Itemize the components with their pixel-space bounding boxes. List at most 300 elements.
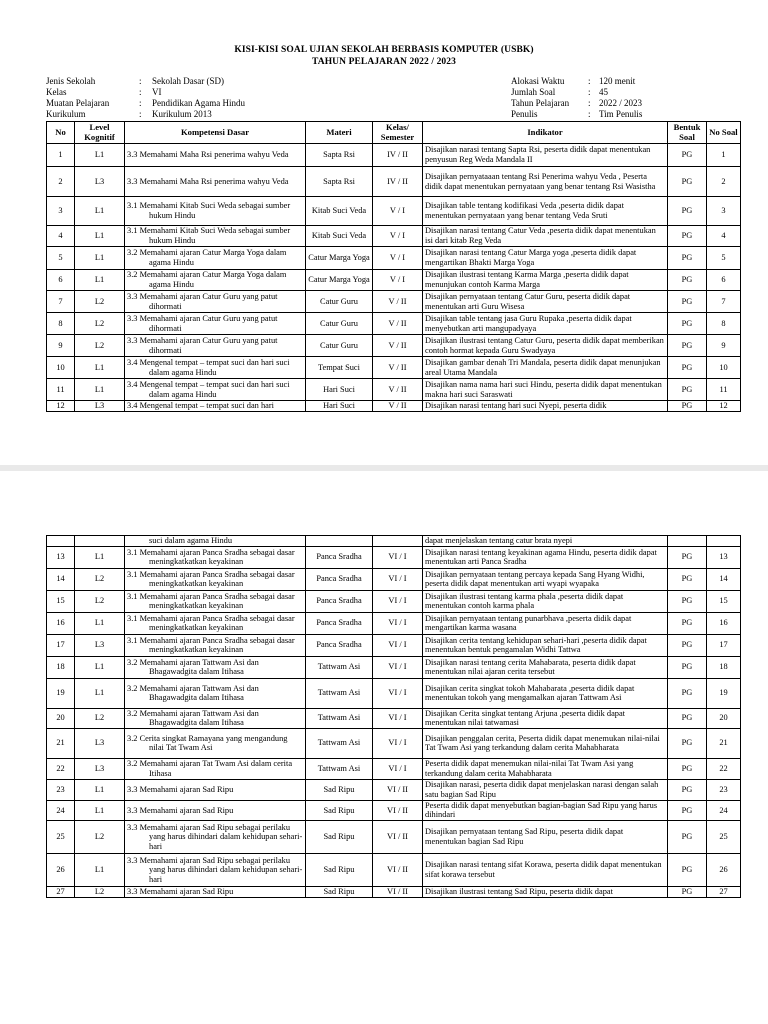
table-row — [47, 708, 741, 728]
cell-no: 14 — [47, 568, 75, 590]
cell-indikator: Disajikan gambar denah Tri Mandala, peserta didik dapat menunjukan areal Utama Mandala — [423, 357, 668, 379]
cell-nosoal: 20 — [707, 708, 741, 728]
table-row — [47, 270, 741, 291]
cell-kd — [125, 536, 306, 547]
cell-level: L1 — [75, 853, 125, 886]
cell-level: L1 — [75, 779, 125, 800]
cell-no: 18 — [47, 656, 75, 678]
cell-kd-text: 3.1 Memahami Kitab Suci Weda sebagai sumber hukum Hindu — [127, 201, 291, 220]
cell-no: 20 — [47, 708, 75, 728]
cell-level: L2 — [75, 291, 125, 313]
cell-kd-text: 3.4 Mengenal tempat – tempat suci dan hari suci dalam agama Hindu — [127, 379, 290, 399]
cell-kelas — [373, 536, 423, 547]
cell-indikator: Disajikan ilustrasi tentang karma phala ,peserta didik dapat menentukan contoh karma phala — [423, 590, 668, 612]
cell-bentuk: PG — [668, 568, 707, 590]
cell-materi: Panca Sradha — [306, 590, 373, 612]
table-row-continuation — [47, 536, 741, 547]
cell-no: 2 — [47, 167, 75, 197]
meta-label: Tahun Pelajaran — [511, 98, 570, 108]
table-row — [47, 197, 741, 226]
header-kelas: Kelas/ Semester — [373, 122, 423, 144]
cell-indikator: Disajikan narasi tentang sifat Korawa, peserta didik dapat menentukan sifat korawa tersebut — [423, 853, 668, 886]
cell-kd-text: 3.2 Memahami ajaran Tattwam Asi dan Bhagawadgita dalam Itihasa — [127, 657, 259, 677]
header-bentuk: Bentuk Soal — [668, 122, 707, 144]
cell-indikator: Disajikan narasi tentang cerita Mahabarata, peserta didik dapat menentukan nilai ajaran cerita tersebut — [423, 656, 668, 678]
cell-kelas: VI / I — [373, 546, 423, 568]
table-row — [47, 167, 741, 197]
cell-kd — [125, 167, 306, 197]
meta-sep: : — [139, 87, 142, 97]
cell-no: 8 — [47, 313, 75, 335]
grid-table-page-2 — [46, 535, 741, 898]
table-row — [47, 853, 741, 886]
cell-materi: Sad Ripu — [306, 886, 373, 897]
cell-kd — [125, 820, 306, 853]
cell-bentuk: PG — [668, 800, 707, 820]
meta-value: Pendidikan Agama Hindu — [152, 98, 245, 108]
cell-level: L3 — [75, 758, 125, 779]
cell-level: L1 — [75, 656, 125, 678]
cell-level: L1 — [75, 357, 125, 379]
cell-kelas: V / I — [373, 197, 423, 226]
header-materi: Materi — [306, 122, 373, 144]
cell-kd-text: 3.3 Memahami ajaran Sad Ripu sebagai perilaku yang harus dihindari dalam kehidupan sehari-hari — [127, 855, 303, 884]
cell-kd-text: 3.4 Mengenal tempat – tempat suci dan hari — [127, 401, 274, 411]
cell-bentuk: PG — [668, 886, 707, 897]
document-title: KISI-KISI SOAL UJIAN SEKOLAH BERBASIS KOMPUTER (USBK) — [234, 45, 534, 55]
cell-materi: Panca Sradha — [306, 568, 373, 590]
table-row — [47, 568, 741, 590]
cell-kd-text: 3.1 Memahami ajaran Panca Sradha sebagai dasar meningkatkatkan keyakinan — [127, 635, 295, 655]
cell-kelas: VI / II — [373, 886, 423, 897]
cell-kd-text: 3.3 Memahami Maha Rsi penerima wahyu Veda — [127, 176, 289, 186]
cell-indikator: Disajikan Cerita singkat tentang Arjuna ,peserta didik dapat menentukan nilai tatwamasi — [423, 708, 668, 728]
cell-kelas: V / II — [373, 401, 423, 412]
cell-kd-text: 3.4 Mengenal tempat – tempat suci dan hari suci dalam agama Hindu — [127, 357, 290, 377]
cell-materi: Tattwam Asi — [306, 656, 373, 678]
cell-indikator: Disajikan narasi tentang Catur Marga yoga ,peserta didik dapat mengartikan Bhakti Marga Yoga — [423, 247, 668, 270]
cell-no — [47, 536, 75, 547]
cell-level: L1 — [75, 197, 125, 226]
cell-nosoal: 9 — [707, 335, 741, 357]
cell-level: L3 — [75, 401, 125, 412]
cell-kd-text: 3.2 Cerita singkat Ramayana yang mengandung nilai Tat Twam Asi — [127, 733, 288, 753]
cell-kelas: IV / II — [373, 144, 423, 167]
cell-nosoal: 12 — [707, 401, 741, 412]
meta-value: 120 menit — [599, 76, 636, 86]
cell-bentuk — [668, 536, 707, 547]
cell-nosoal: 24 — [707, 800, 741, 820]
cell-indikator: Disajikan narasi tentang Catur Veda ,peserta didik dapat menentukan isi dari kitab Reg Veda — [423, 226, 668, 247]
cell-no: 17 — [47, 634, 75, 656]
cell-nosoal: 14 — [707, 568, 741, 590]
cell-level: L2 — [75, 820, 125, 853]
table-row — [47, 728, 741, 758]
meta-sep: : — [588, 76, 591, 86]
cell-materi: Sad Ripu — [306, 779, 373, 800]
cell-kd — [125, 758, 306, 779]
cell-kd — [125, 313, 306, 335]
cell-no: 7 — [47, 291, 75, 313]
table-row — [47, 144, 741, 167]
table-row — [47, 401, 741, 412]
cell-no: 19 — [47, 678, 75, 708]
cell-bentuk: PG — [668, 144, 707, 167]
cell-nosoal: 25 — [707, 820, 741, 853]
cell-nosoal: 13 — [707, 546, 741, 568]
cell-level: L2 — [75, 590, 125, 612]
cell-bentuk: PG — [668, 758, 707, 779]
table-row — [47, 656, 741, 678]
cell-no: 10 — [47, 357, 75, 379]
cell-bentuk: PG — [668, 779, 707, 800]
cell-nosoal: 3 — [707, 197, 741, 226]
cell-level: L1 — [75, 226, 125, 247]
cell-materi: Sad Ripu — [306, 853, 373, 886]
cell-materi: Tempat Suci — [306, 357, 373, 379]
meta-sep: : — [588, 87, 591, 97]
cell-kd-text: 3.3 Memahami ajaran Sad Ripu — [127, 805, 234, 815]
table-row — [47, 634, 741, 656]
cell-kelas: VI / II — [373, 820, 423, 853]
table-row — [47, 590, 741, 612]
cell-no: 24 — [47, 800, 75, 820]
table-row — [47, 226, 741, 247]
cell-indikator: Disajikan ilustrasi tentang Karma Marga ,peserta didik dapat menunjukan contoh Karma Marga — [423, 270, 668, 291]
cell-nosoal — [707, 536, 741, 547]
cell-indikator: Disajikan pernyataan tentang Sad Ripu, peserta didik dapat menentukan bagian Sad Ripu — [423, 820, 668, 853]
meta-value: 45 — [599, 87, 608, 97]
table-row — [47, 779, 741, 800]
cell-kelas: V / II — [373, 357, 423, 379]
cell-materi: Tattwam Asi — [306, 728, 373, 758]
cell-nosoal: 19 — [707, 678, 741, 708]
cell-indikator: Disajikan cerita singkat tokoh Mahabarata ,peserta didik dapat menentukan tokoh yang mengamalkan ajaran Tattwam Asi — [423, 678, 668, 708]
cell-bentuk: PG — [668, 546, 707, 568]
meta-value: Tim Penulis — [599, 109, 643, 119]
table-row — [47, 886, 741, 897]
cell-kd-text: 3.2 Memahami ajaran Tat Twam Asi dalam cerita Itihasa — [127, 759, 293, 778]
cell-kd-text: suci dalam agama Hindu — [149, 536, 233, 545]
cell-kd-text: 3.1 Memahami ajaran Panca Sradha sebagai dasar meningkatkatkan keyakinan — [127, 547, 295, 567]
cell-nosoal: 5 — [707, 247, 741, 270]
cell-bentuk: PG — [668, 656, 707, 678]
cell-kelas: V / II — [373, 313, 423, 335]
cell-kelas: V / I — [373, 247, 423, 270]
meta-label: Alokasi Waktu — [511, 76, 565, 86]
cell-bentuk: PG — [668, 853, 707, 886]
table-row — [47, 357, 741, 379]
cell-bentuk: PG — [668, 270, 707, 291]
cell-materi — [306, 536, 373, 547]
cell-kelas: VI / II — [373, 853, 423, 886]
cell-nosoal: 26 — [707, 853, 741, 886]
cell-kelas: VI / I — [373, 678, 423, 708]
table-row — [47, 379, 741, 401]
cell-level: L2 — [75, 313, 125, 335]
cell-kelas: V / I — [373, 226, 423, 247]
cell-materi: Panca Sradha — [306, 634, 373, 656]
cell-indikator: Disajikan table tentang jasa Guru Rupaka ,peserta didik dapat menyebutkan arti mangupadyaya — [423, 313, 668, 335]
cell-bentuk: PG — [668, 167, 707, 197]
cell-kd-text: 3.2 Memahami ajaran Catur Marga Yoga dalam agama Hindu — [127, 248, 287, 267]
document-page-2 — [0, 471, 768, 1024]
cell-level: L1 — [75, 546, 125, 568]
cell-no: 25 — [47, 820, 75, 853]
cell-kd — [125, 800, 306, 820]
cell-kelas: VI / I — [373, 728, 423, 758]
cell-level: L2 — [75, 568, 125, 590]
cell-level: L2 — [75, 335, 125, 357]
meta-sep: : — [139, 109, 142, 119]
meta-value: Kurikulum 2013 — [152, 109, 212, 119]
cell-kd-text: 3.1 Memahami ajaran Panca Sradha sebagai dasar meningkatkatkan keyakinan — [127, 613, 295, 633]
cell-kd — [125, 656, 306, 678]
table-row — [47, 800, 741, 820]
meta-label: Muatan Pelajaran — [46, 98, 110, 108]
cell-level: L2 — [75, 708, 125, 728]
cell-bentuk: PG — [668, 634, 707, 656]
table-row — [47, 612, 741, 634]
cell-indikator: Disajikan pernyataaan tentang Rsi Penerima wahyu Veda , Peserta didik dapat menentukan pernyataan yang benar tentang Rsi Wasistha — [423, 167, 668, 197]
cell-kd — [125, 853, 306, 886]
cell-nosoal: 22 — [707, 758, 741, 779]
cell-no: 21 — [47, 728, 75, 758]
cell-bentuk: PG — [668, 313, 707, 335]
table-row — [47, 335, 741, 357]
cell-kd — [125, 779, 306, 800]
cell-nosoal: 15 — [707, 590, 741, 612]
cell-kd — [125, 226, 306, 247]
cell-kd — [125, 590, 306, 612]
cell-no: 15 — [47, 590, 75, 612]
table-header-row — [47, 122, 741, 144]
cell-kd — [125, 728, 306, 758]
cell-level: L3 — [75, 167, 125, 197]
cell-materi: Tattwam Asi — [306, 758, 373, 779]
cell-nosoal: 27 — [707, 886, 741, 897]
cell-indikator: Disajikan narasi, peserta didik dapat menjelaskan narasi dengan salah satu bagian Sad Ripu — [423, 779, 668, 800]
cell-bentuk: PG — [668, 379, 707, 401]
cell-no: 5 — [47, 247, 75, 270]
cell-kd — [125, 247, 306, 270]
cell-materi: Catur Marga Yoga — [306, 270, 373, 291]
cell-kelas: VI / I — [373, 568, 423, 590]
cell-bentuk: PG — [668, 612, 707, 634]
cell-no: 23 — [47, 779, 75, 800]
cell-indikator: Peserta didik dapat menemukan nilai-nilai Tat Twam Asi yang terkandung dalam cerita Mahabharata — [423, 758, 668, 779]
cell-no: 6 — [47, 270, 75, 291]
cell-kelas: VI / I — [373, 758, 423, 779]
cell-level: L1 — [75, 800, 125, 820]
table-row — [47, 758, 741, 779]
cell-kelas: VI / II — [373, 800, 423, 820]
cell-kd — [125, 379, 306, 401]
cell-kelas: IV / II — [373, 167, 423, 197]
cell-materi: Catur Guru — [306, 313, 373, 335]
cell-kd-text: 3.3 Memahami ajaran Sad Ripu — [127, 784, 234, 794]
header-no: No — [47, 122, 75, 144]
cell-nosoal: 17 — [707, 634, 741, 656]
table-row — [47, 247, 741, 270]
cell-bentuk: PG — [668, 678, 707, 708]
cell-kd-text: 3.2 Memahami ajaran Catur Marga Yoga dalam agama Hindu — [127, 270, 287, 289]
cell-level: L1 — [75, 678, 125, 708]
cell-materi: Panca Sradha — [306, 612, 373, 634]
cell-nosoal: 23 — [707, 779, 741, 800]
cell-kelas: VI / I — [373, 634, 423, 656]
cell-indikator: Disajikan table tentang kodifikasi Veda ,peserta didik dapat menentukan pernyataan yang benar tentang Veda Sruti — [423, 197, 668, 226]
table-row — [47, 820, 741, 853]
cell-bentuk: PG — [668, 247, 707, 270]
cell-no: 9 — [47, 335, 75, 357]
cell-bentuk: PG — [668, 226, 707, 247]
meta-value: 2022 / 2023 — [599, 98, 643, 108]
meta-label: Penulis — [511, 109, 538, 119]
cell-indikator: Disajikan penggalan cerita, Peserta didik dapat menemukan nilai-nilai Tat Twam Asi yang terkandung dalam cerita Mahabharata — [423, 728, 668, 758]
cell-kd-text: 3.3 Memahami ajaran Sad Ripu — [127, 887, 234, 897]
document-subtitle: TAHUN PELAJARAN 2022 / 2023 — [312, 57, 456, 67]
cell-indikator: Peserta didik dapat menyebutkan bagian-bagian Sad Ripu yang harus dihindari — [423, 800, 668, 820]
cell-kd-text: 3.3 Memahami ajaran Catur Guru yang patut dihormati — [127, 313, 278, 333]
meta-sep: : — [139, 98, 142, 108]
cell-kelas: VI / I — [373, 708, 423, 728]
cell-kd — [125, 678, 306, 708]
cell-nosoal: 21 — [707, 728, 741, 758]
cell-kd — [125, 270, 306, 291]
cell-nosoal: 1 — [707, 144, 741, 167]
cell-kd — [125, 197, 306, 226]
cell-kd — [125, 144, 306, 167]
meta-right — [511, 76, 731, 122]
cell-materi: Hari Suci — [306, 401, 373, 412]
cell-indikator: Disajikan pernyataan tentang punarbhava ,peserta didik dapat mengartikan karma wasana — [423, 612, 668, 634]
cell-nosoal: 10 — [707, 357, 741, 379]
meta-label: Jumlah Soal — [511, 87, 556, 97]
header-indikator: Indikator — [423, 122, 668, 144]
cell-kd — [125, 335, 306, 357]
cell-indikator: Disajikan narasi tentang hari suci Nyepi, peserta didik — [423, 401, 668, 412]
cell-kelas: V / II — [373, 379, 423, 401]
cell-level: L1 — [75, 144, 125, 167]
cell-materi: Tattwam Asi — [306, 708, 373, 728]
meta-label: Kelas — [46, 87, 67, 97]
cell-level: L1 — [75, 270, 125, 291]
cell-materi: Kitab Suci Veda — [306, 226, 373, 247]
cell-nosoal: 16 — [707, 612, 741, 634]
cell-nosoal: 11 — [707, 379, 741, 401]
cell-kd-text: 3.1 Memahami ajaran Panca Sradha sebagai dasar meningkatkatkan keyakinan — [127, 591, 295, 611]
cell-level: L2 — [75, 886, 125, 897]
meta-sep: : — [588, 98, 591, 108]
cell-materi: Catur Marga Yoga — [306, 247, 373, 270]
meta-sep: : — [139, 76, 142, 86]
table-row — [47, 313, 741, 335]
cell-materi: Sapta Rsi — [306, 144, 373, 167]
cell-no: 1 — [47, 144, 75, 167]
cell-kd-text: 3.2 Memahami ajaran Tattwam Asi dan Bhagawadgita dalam Itihasa — [127, 683, 259, 703]
cell-bentuk: PG — [668, 820, 707, 853]
cell-no: 13 — [47, 546, 75, 568]
cell-bentuk: PG — [668, 728, 707, 758]
cell-no: 4 — [47, 226, 75, 247]
cell-level: L1 — [75, 379, 125, 401]
cell-kelas: VI / I — [373, 612, 423, 634]
cell-kelas: V / II — [373, 291, 423, 313]
cell-kd — [125, 634, 306, 656]
cell-kelas: VI / II — [373, 779, 423, 800]
cell-kd-text: 3.3 Memahami Maha Rsi penerima wahyu Veda — [127, 150, 289, 160]
meta-label: Kurikulum — [46, 109, 86, 119]
header-nosoal: No Soal — [707, 122, 741, 144]
cell-indikator: Disajikan pernyataan tentang Catur Guru, peserta didik dapat menentukan arti Guru Wisesa — [423, 291, 668, 313]
cell-level: L3 — [75, 728, 125, 758]
cell-nosoal: 8 — [707, 313, 741, 335]
cell-materi: Tattwam Asi — [306, 678, 373, 708]
header-kd: Kompetensi Dasar — [125, 122, 306, 144]
cell-kelas: VI / I — [373, 590, 423, 612]
cell-bentuk: PG — [668, 708, 707, 728]
cell-nosoal: 18 — [707, 656, 741, 678]
cell-kd — [125, 546, 306, 568]
cell-materi: Catur Guru — [306, 335, 373, 357]
cell-kd-text: 3.3 Memahami ajaran Catur Guru yang patut dihormati — [127, 335, 278, 355]
cell-bentuk: PG — [668, 357, 707, 379]
cell-bentuk: PG — [668, 197, 707, 226]
cell-materi: Hari Suci — [306, 379, 373, 401]
cell-no: 27 — [47, 886, 75, 897]
cell-kelas: VI / I — [373, 656, 423, 678]
cell-kd-text: 3.1 Memahami ajaran Panca Sradha sebagai dasar meningkatkatkan keyakinan — [127, 569, 295, 589]
cell-bentuk: PG — [668, 590, 707, 612]
cell-materi: Kitab Suci Veda — [306, 197, 373, 226]
cell-no: 3 — [47, 197, 75, 226]
cell-materi: Catur Guru — [306, 291, 373, 313]
cell-nosoal: 7 — [707, 291, 741, 313]
cell-indikator: Disajikan nama nama hari suci Hindu, peserta didik dapat menentukan makna hari suci Saraswati — [423, 379, 668, 401]
cell-kd — [125, 291, 306, 313]
meta-value: Sekolah Dasar (SD) — [152, 76, 224, 86]
cell-indikator: Disajikan ilustrasi tentang Sad Ripu, peserta didik dapat — [423, 886, 668, 897]
cell-indikator: Disajikan narasi tentang Sapta Rsi, peserta didik dapat menentukan penyusun Reg Weda Mandala II — [423, 144, 668, 167]
cell-kd-text: 3.3 Memahami ajaran Sad Ripu sebagai perilaku yang harus dihindari dalam kehidupan sehari-hari — [127, 822, 303, 851]
cell-kd-text: 3.1 Memahami Kitab Suci Weda sebagai sumber hukum Hindu — [127, 226, 291, 245]
meta-label: Jenis Sekolah — [46, 76, 96, 86]
cell-no: 16 — [47, 612, 75, 634]
cell-no: 26 — [47, 853, 75, 886]
meta-value: VI — [152, 87, 162, 97]
cell-no: 22 — [47, 758, 75, 779]
cell-nosoal: 6 — [707, 270, 741, 291]
cell-bentuk: PG — [668, 401, 707, 412]
cell-kd — [125, 401, 306, 412]
cell-materi: Sad Ripu — [306, 800, 373, 820]
cell-bentuk: PG — [668, 335, 707, 357]
table-row — [47, 291, 741, 313]
cell-kd — [125, 708, 306, 728]
cell-indikator: Disajikan ilustrasi tentang Catur Guru, peserta didik dapat memberikan contoh hormat kepada Guru Swadyaya — [423, 335, 668, 357]
cell-kd-text: 3.3 Memahami ajaran Catur Guru yang patut dihormati — [127, 291, 278, 311]
cell-indikator: Disajikan cerita tentang kehidupan sehari-hari ,peserta didik dapat menentukan bentuk pengamalan Widhi Tattwa — [423, 634, 668, 656]
cell-indikator: dapat menjelaskan tentang catur brata nyepi — [423, 536, 668, 547]
cell-materi: Panca Sradha — [306, 546, 373, 568]
cell-level: L1 — [75, 247, 125, 270]
cell-level: L3 — [75, 634, 125, 656]
table-row — [47, 678, 741, 708]
cell-level — [75, 536, 125, 547]
cell-materi: Sapta Rsi — [306, 167, 373, 197]
cell-bentuk: PG — [668, 291, 707, 313]
